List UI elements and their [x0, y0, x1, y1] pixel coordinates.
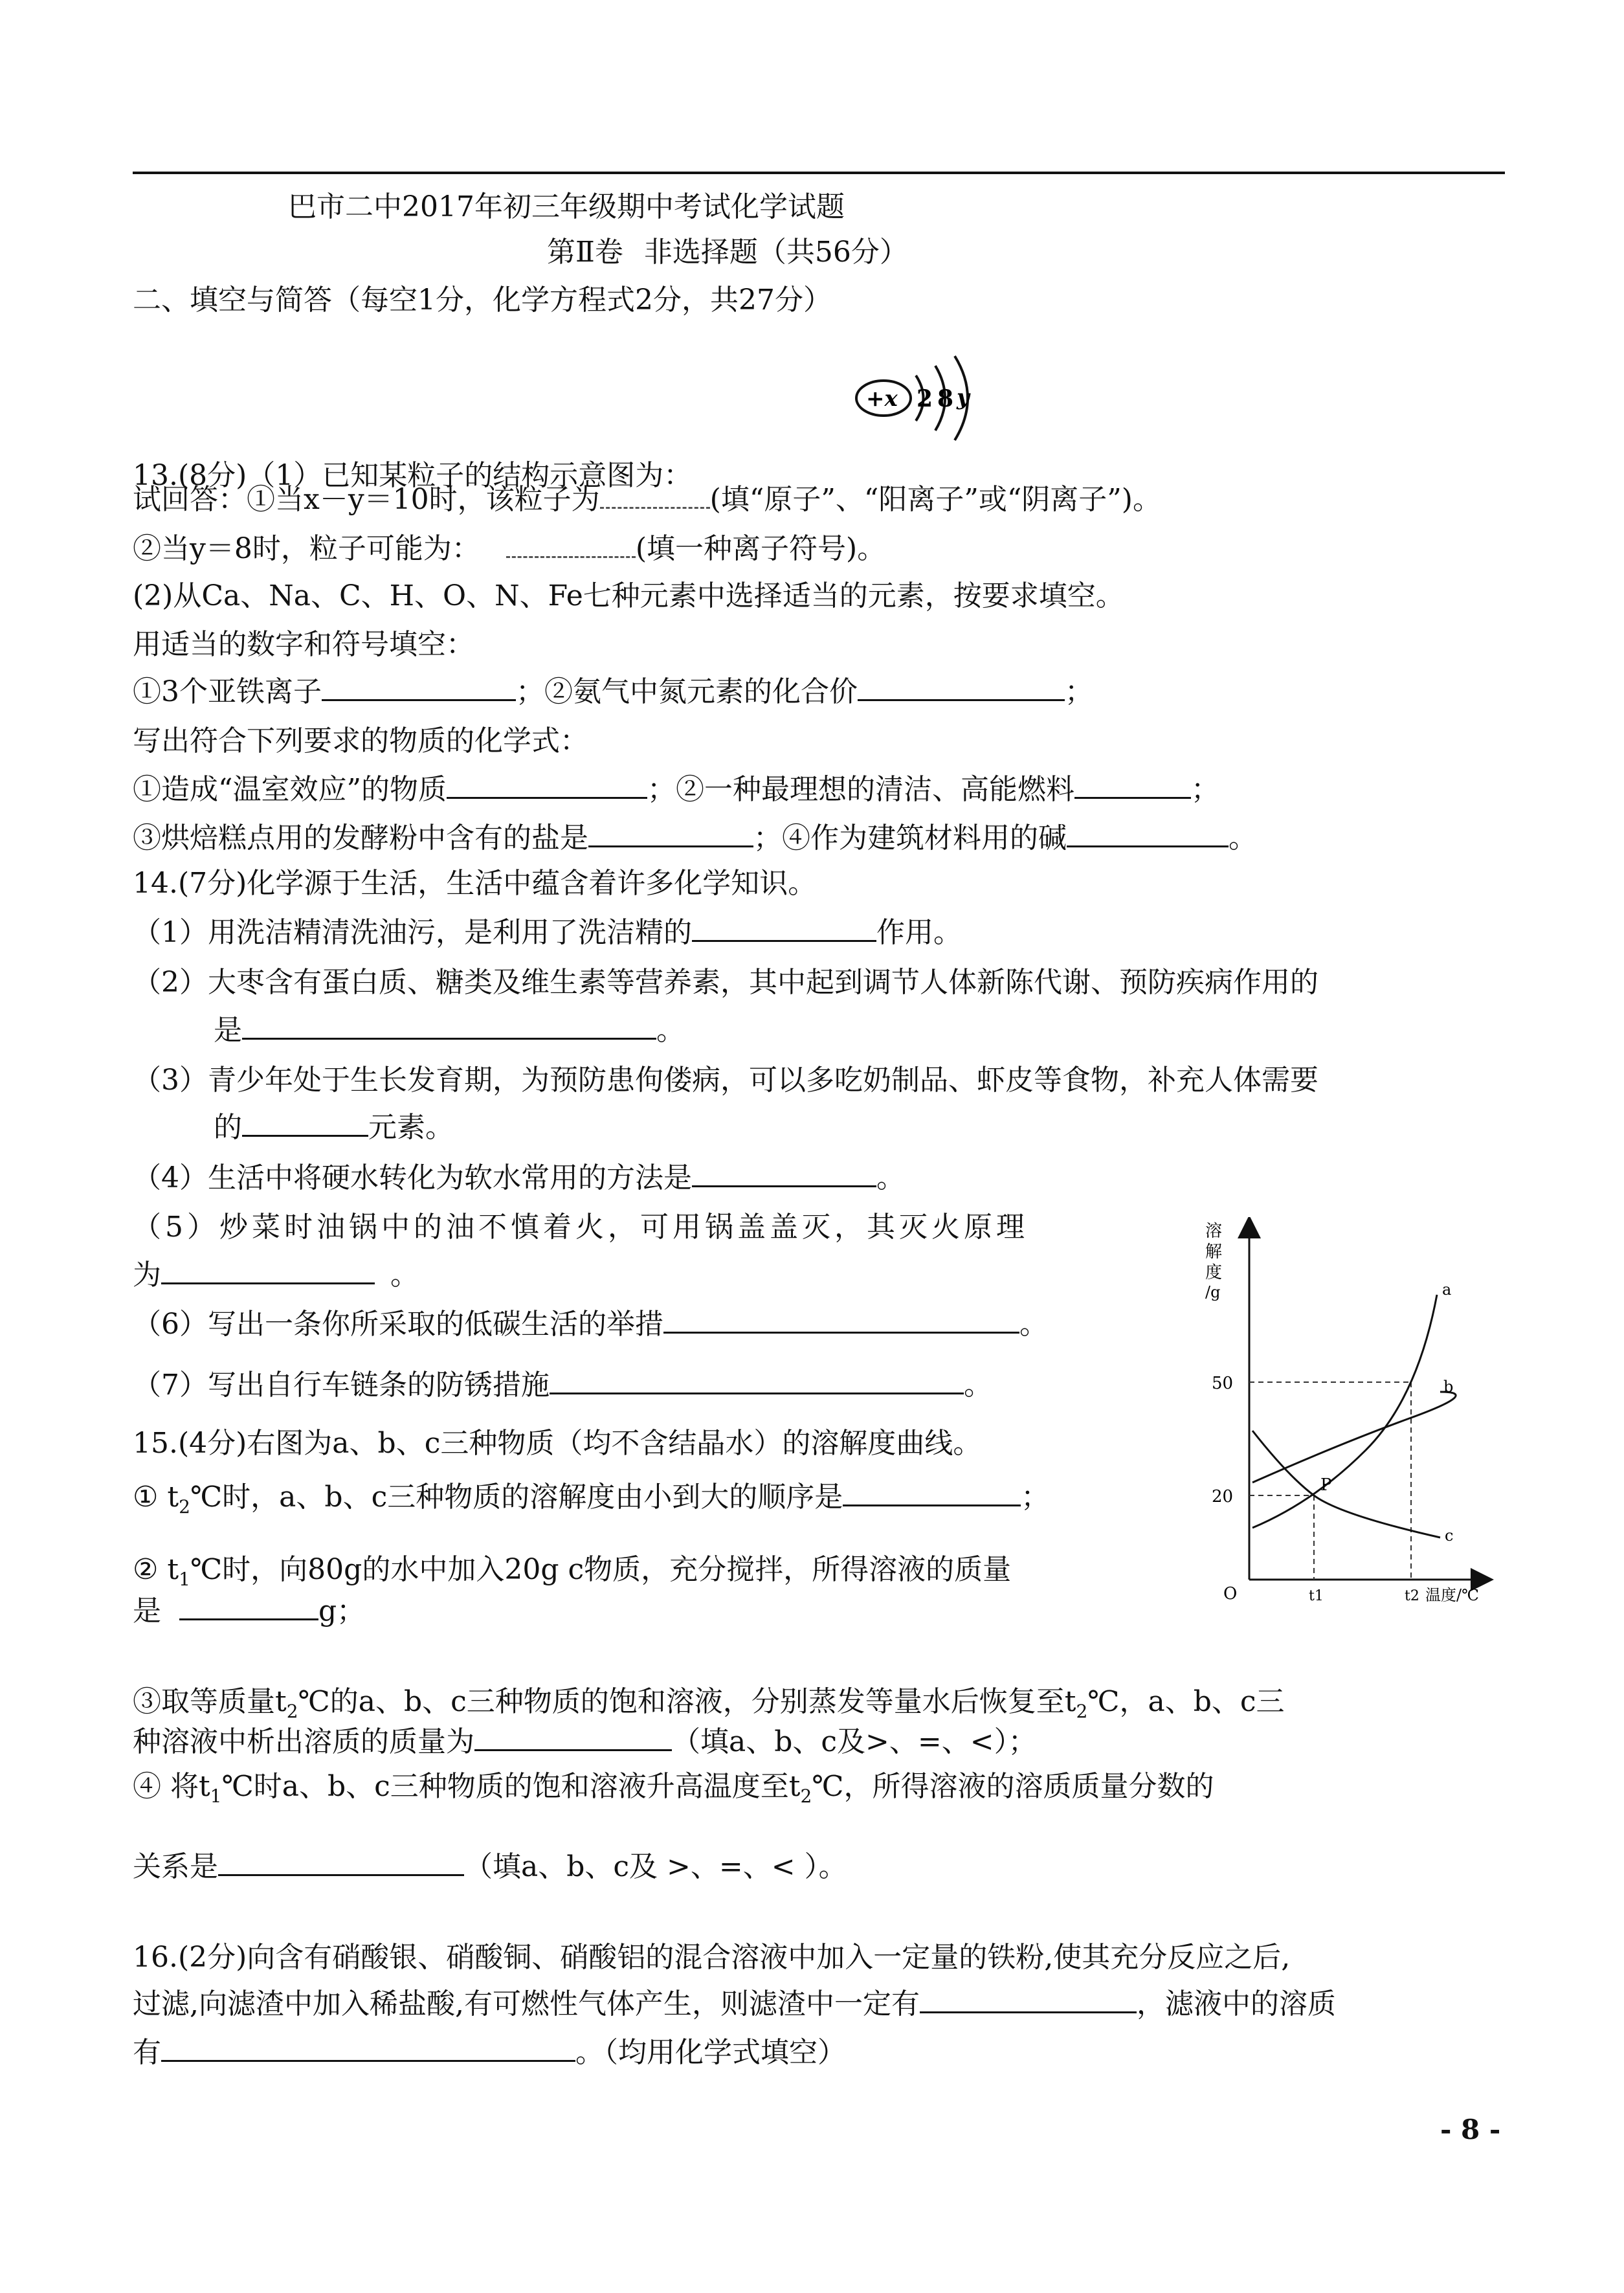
answer-blank[interactable]: [322, 675, 516, 701]
q14-item-2-cont: 是 。: [214, 1014, 685, 1047]
q13-line-8: ③烘焙糕点用的发酵粉中含有的盐是 ；④作为建筑材料用的碱 。: [133, 822, 1257, 855]
answer-blank[interactable]: [506, 531, 636, 558]
q15-item-2-cont: 是 g；: [133, 1594, 366, 1627]
q14-item-3: （3）青少年处于生长发育期，为预防患佝偻病，可以多吃奶制品、虾皮等食物，补充人体需要: [133, 1064, 1318, 1097]
curve-c: [1252, 1431, 1440, 1538]
curve-a: [1252, 1295, 1437, 1528]
answer-blank[interactable]: [843, 1480, 1021, 1506]
q15-item-4: ④ 将$t_1℃$时a、b、c三种物质的饱和溶液升高温度至$t_2℃$，所得溶液的溶质质量分数的: [133, 1770, 1214, 1807]
q13-stem: 13.(8分)（1）已知某粒子的结构示意图为：: [133, 459, 693, 492]
q16-line-1: 16.(2分)向含有硝酸银、硝酸铜、硝酸铝的混合溶液中加入一定量的铁粉,使其充分反应之后,: [133, 1941, 1291, 1974]
q14-item-1: （1）用洗洁精清洗油污，是利用了洗洁精的 作用。: [133, 916, 962, 949]
answer-blank[interactable]: [692, 1161, 876, 1187]
q13-line-1: 试回答：①当x－y＝10时，该粒子为 (填“原子”、“阳离子”或“阴离子”)。: [133, 483, 1161, 516]
q16-line-3: 有 。（均用化学式填空）: [133, 2036, 846, 2069]
q14-item-6: （6）写出一条你所采取的低碳生活的举措 。: [133, 1308, 1048, 1341]
xlabel: 温度/℃: [1425, 1586, 1479, 1604]
exam-title: 巴市二中2017年初三年级期中考试化学试题: [288, 190, 845, 223]
section-heading: 二、填空与简答（每空1分，化学方程式2分，共27分）: [133, 284, 832, 317]
q13-line-7: ①造成“温室效应”的物质 ；②一种最理想的清洁、高能燃料 ；: [133, 773, 1219, 806]
origin-label: O: [1223, 1584, 1238, 1604]
answer-blank[interactable]: [588, 821, 753, 847]
point-label-p: P: [1320, 1475, 1332, 1495]
answer-blank[interactable]: [550, 1368, 964, 1394]
q13-line-5: ①3个亚铁离子 ；②氨气中氮元素的化合价 ；: [133, 675, 1093, 708]
q13-line-3: (2)从Ca、Na、C、H、O、N、Fe七种元素中选择适当的元素，按要求填空。: [133, 579, 1124, 612]
answer-blank[interactable]: [600, 482, 710, 509]
answer-blank[interactable]: [242, 1013, 656, 1040]
q13-line-2: ②当y＝8时，粒子可能为： (填一种离子符号)。: [133, 532, 886, 565]
volume-title: 第Ⅱ卷 非选择题（共56分）: [547, 236, 908, 269]
answer-blank[interactable]: [161, 1258, 375, 1284]
shell-electrons-2: 8: [937, 385, 954, 412]
ytick-50: 50: [1212, 1374, 1234, 1393]
q15-stem: 15.(4分)右图为a、b、c三种物质（均不含结晶水）的溶解度曲线。: [133, 1427, 982, 1460]
answer-blank[interactable]: [858, 675, 1065, 701]
solubility-chart: [1197, 1217, 1495, 1605]
q15-item-3-cont: 种溶液中析出溶质的质量为 （填a、b、c及>、=、<）；: [133, 1725, 1037, 1758]
q13-line-4: 用适当的数字和符号填空：: [133, 628, 474, 661]
series-label-a: a: [1442, 1281, 1452, 1299]
answer-blank[interactable]: [1074, 772, 1191, 799]
answer-blank[interactable]: [663, 1307, 1019, 1334]
answer-blank[interactable]: [692, 915, 876, 942]
atom-structure-diagram: [848, 340, 984, 453]
ylabel-char-2: 解: [1205, 1242, 1223, 1262]
q14-item-5-cont: 为 。: [133, 1258, 419, 1292]
ytick-20: 20: [1212, 1487, 1234, 1506]
xtick-t1: t1: [1309, 1588, 1324, 1604]
q14-item-3-cont: 的 元素。: [214, 1111, 454, 1144]
answer-blank[interactable]: [474, 1725, 672, 1751]
answer-blank[interactable]: [920, 1987, 1137, 2013]
answer-blank[interactable]: [218, 1850, 464, 1876]
series-label-c: c: [1445, 1527, 1454, 1545]
q14-item-2: （2）大枣含有蛋白质、糖类及维生素等营养素，其中起到调节人体新陈代谢、预防疾病作用的: [133, 966, 1318, 999]
shell-electrons-3: y: [957, 385, 970, 410]
answer-blank[interactable]: [447, 772, 647, 799]
answer-blank[interactable]: [161, 2035, 575, 2062]
q14-stem: 14.(7分)化学源于生活，生活中蕴含着许多化学知识。: [133, 867, 817, 900]
curve-b: [1252, 1392, 1456, 1482]
q14-item-7: （7）写出自行车链条的防锈措施 。: [133, 1369, 992, 1402]
ylabel-char-4: /g: [1205, 1283, 1221, 1301]
q14-item-5: （5）炒菜时油锅中的油不慎着火，可用锅盖盖灭，其灭火原理: [133, 1211, 1029, 1244]
ylabel-char-3: 度: [1205, 1263, 1223, 1282]
q15-item-4-cont: 关系是 （填a、b、c及 >、=、< ）。: [133, 1850, 847, 1883]
series-label-b: b: [1443, 1378, 1454, 1396]
q15-item-2: ② $t_1℃$时，向80g的水中加入20g c物质，充分搅拌，所得溶液的质量: [133, 1553, 1012, 1590]
answer-blank[interactable]: [1067, 821, 1229, 847]
q16-line-2: 过滤,向滤渣中加入稀盐酸,有可燃性气体产生，则滤渣中一定有 ，滤液中的溶质: [133, 1987, 1336, 2020]
q13-line-6: 写出符合下列要求的物质的化学式：: [133, 724, 588, 757]
page-number: - 8 -: [1440, 2114, 1501, 2145]
ylabel-char-1: 溶: [1205, 1222, 1223, 1241]
q15-item-3: ③取等质量$t_2℃$的a、b、c三种物质的饱和溶液，分别蒸发等量水后恢复至$t_2℃$，a、b、c三: [133, 1685, 1285, 1722]
xtick-t2: t2: [1405, 1588, 1419, 1604]
q15-item-1: ① $t_2℃$时，a、b、c三种物质的溶解度由小到大的顺序是 ；: [133, 1481, 1050, 1517]
shell-electrons-1: 2: [917, 385, 933, 412]
nucleus-charge: +x: [866, 386, 898, 412]
top-rule: [133, 172, 1505, 174]
answer-blank[interactable]: [179, 1594, 318, 1620]
q14-item-4: （4）生活中将硬水转化为软水常用的方法是 。: [133, 1161, 905, 1194]
answer-blank[interactable]: [242, 1110, 368, 1137]
